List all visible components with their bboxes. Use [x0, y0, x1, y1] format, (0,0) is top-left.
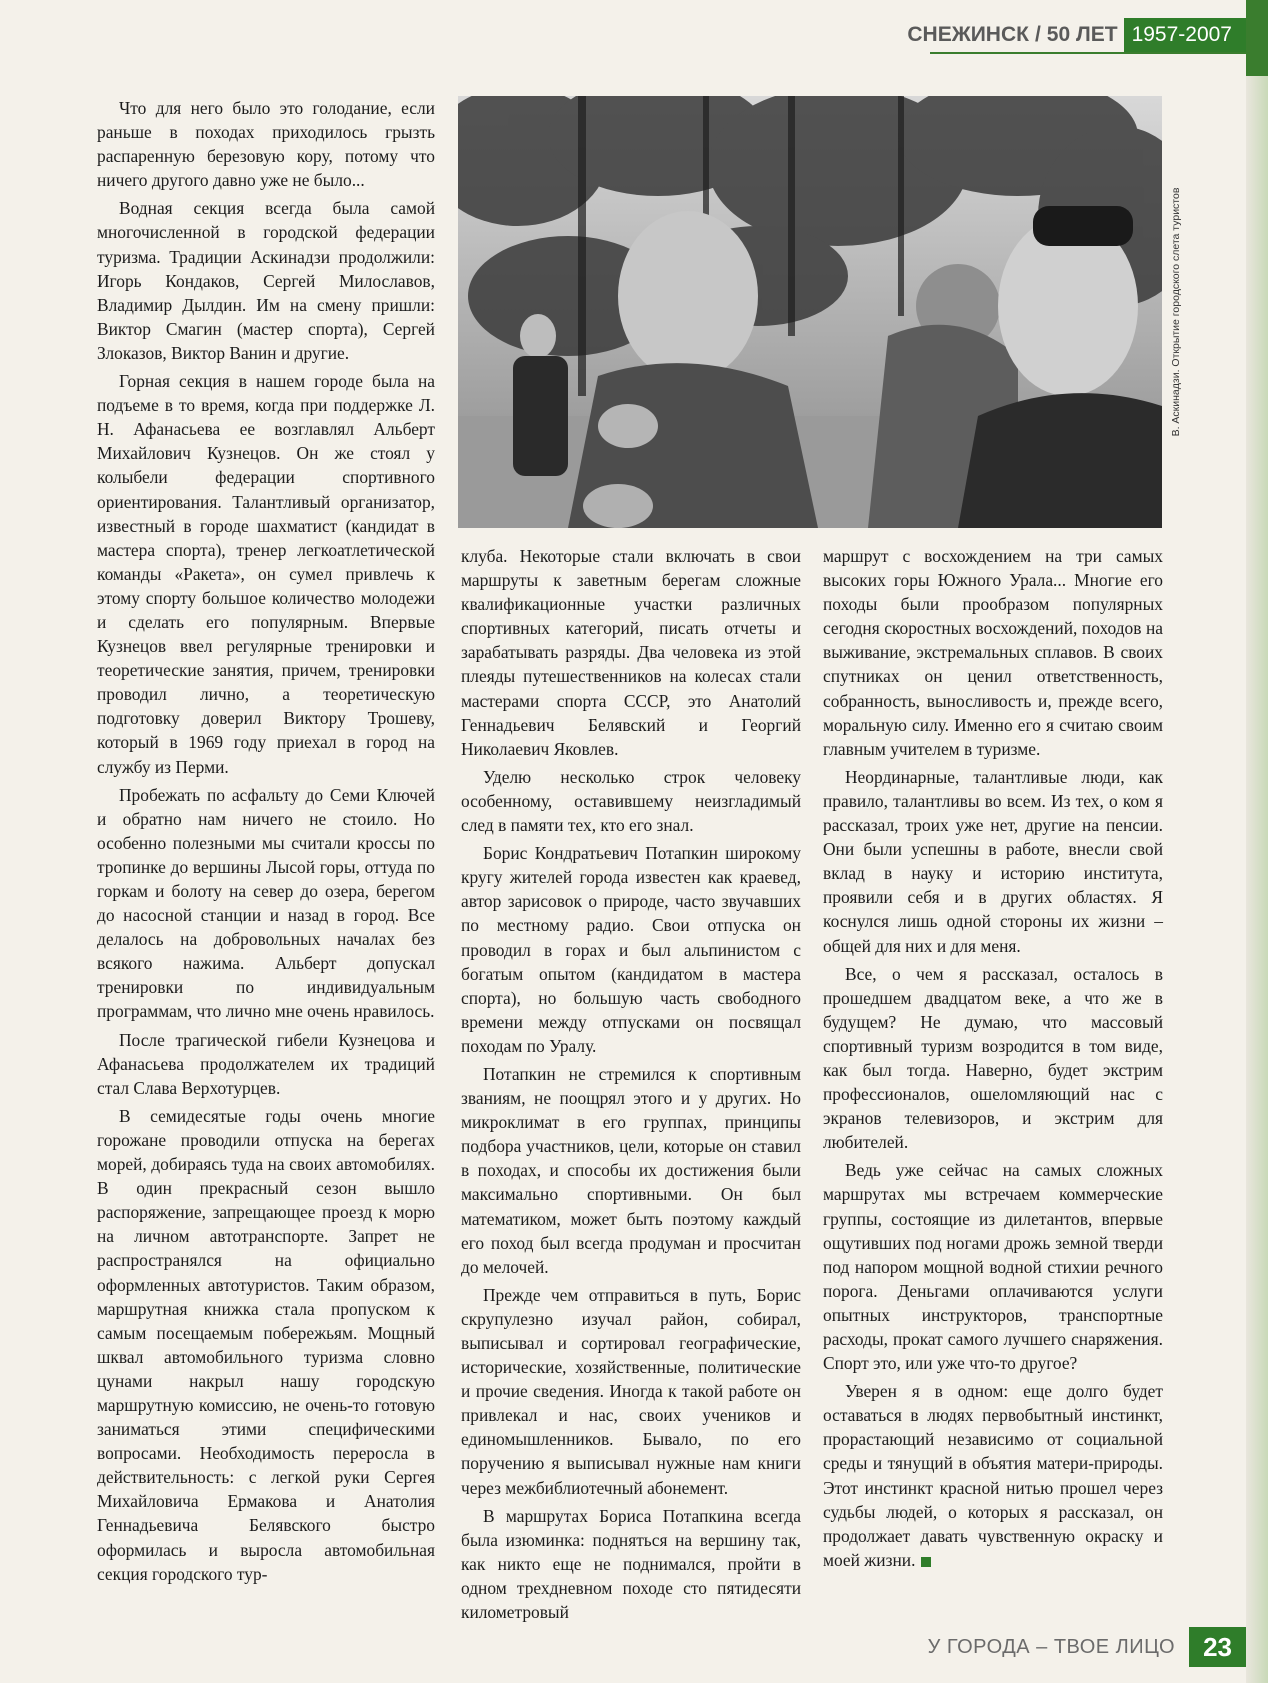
- header-separator: /: [1034, 23, 1041, 46]
- paragraph: Потапкин не стремился к спортивным званиям, не поощрял этого и у других. Но микроклимат в его группах, принципы подбора участников, цели, которые он ставил в походах, и способы их достижения были максимально спортивными. Он был математиком, может быть поэтому каждый его поход был всегда продуман и просчитан до мелочей.: [461, 1063, 801, 1277]
- footer-slogan: У ГОРОДА – ТВОЕ ЛИЦО: [927, 1635, 1176, 1658]
- photo-credit: [1168, 96, 1184, 528]
- header-city: СНЕЖИНСК: [907, 23, 1029, 46]
- paragraph: Горная секция в нашем городе была на подъеме в то время, когда при поддержке Л. Н. Афанасьева ее возглавлял Альберт Михайлович Кузнецов. Он же стоял у колыбели федерации спортивного ориентирования. Талантливый организатор, известный в городе шахматист (кандидат в мастера спорта), тренер легкоатлетической команды «Ракета», он сумел привлечь к этому спорту большое количество молодежи и сделать его популярным. Впервые Кузнецов ввел регулярные тренировки и теоретические занятия, причем, тренировки проводил лично, а теоретическую подготовку доверил Виктору Трошеву, который в 1969 году приехал в город на службу из Перми.: [97, 371, 435, 777]
- last-paragraph: [823, 1379, 1163, 1572]
- paragraph: Водная секция всегда была самой многочисленной в городской федерации туризма. Традиции Аскинадзи продолжили: Игорь Кондаков, Сергей Милославов, Владимир Дылдин. Им на смену пришли: Виктор Смагин (мастер спорта), Сергей Злоказов, Виктор Ванин и другие.: [97, 198, 435, 363]
- running-header: [907, 18, 1246, 52]
- paragraph: В маршрутах Бориса Потапкина всегда была изюминка: подняться на вершину так, как никто еще не поднимался, пройти в одном трехдневном походе сто пятидесяти километровый: [461, 1505, 801, 1623]
- paragraph: Все, о чем я рассказал, осталось в прошедшем двадцатом веке, а что же в будущем? Не думаю, что массовый спортивный туризм возродится в том виде, как был тогда. Наверно, будет экстрим профессионалов, ошеломляющий нас с экранов телевизоров, и экстрим для любителей.: [823, 963, 1163, 1153]
- paragraph: маршрут с восхождением на три самых высоких горы Южного Урала... Многие его походы были прообразом популярных сегодня скоростных восхождений, походов на выживание, экстремальных сплавов. В своих спутниках он ценил ответственность, собранность, выносливость и, прежде всего, моральную силу. Именно его я считаю своим главным учителем в туризме.: [823, 546, 1163, 759]
- page-edge-strip: [1246, 0, 1268, 1683]
- header-years: 50 ЛЕТ: [1046, 23, 1118, 46]
- paragraph: клуба. Некоторые стали включать в свои маршруты к заветным берегам сложные квалификационные участки различных спортивных категорий, писать отчеты и зарабатывать разряды. Два человека из этой плеяды путешественников на колесах стали мастерами спорта СССР, это Анатолий Геннадьевич Белявский и Георгий Николаевич Яковлев.: [461, 546, 801, 759]
- paragraph: Борис Кондратьевич Потапкин широкому кругу жителей города известен как краевед, автор зарисовок о природе, часто звучавших по местному радио. Свои отпуска он проводил в горах и был альпинистом с богатым опытом (кандидатом в мастера спорта), но большую часть свободного времени между отпусками он посвящал походам по Уралу.: [461, 843, 801, 1056]
- paragraph: Прежде чем отправиться в путь, Борис скрупулезно изучал район, собирал, выписывал и сортировал географические, исторические, хозяйственные, политические и прочие сведения. Иногда к такой работе он привлекал и нас, своих учеников и единомышленников. Бывало, по его поручению я выписывал нужные нам книги через межбиблиотечный абонемент.: [461, 1284, 801, 1498]
- text-column-1: [97, 96, 435, 1590]
- paragraph: Ведь уже сейчас на самых сложных маршрутах мы встречаем коммерческие группы, состоящие из дилетантов, впервые ощутивших под ногами дрожь земной тверди под напором мощной водной стихии речного порога. Деньгами оплачиваются услуги опытных инструкторов, транспортные расходы, прокат самого лучшего снаряжения. Спорт это, или уже что-то другое?: [823, 1160, 1163, 1374]
- page-number: 23: [1189, 1627, 1246, 1667]
- paragraph: После трагической гибели Кузнецова и Афанасьева продолжателем их традиций стал Слава Верхотурцев.: [97, 1029, 435, 1098]
- header-rule: [930, 52, 1246, 54]
- text-column-2: [461, 544, 801, 1628]
- article-photo: [458, 96, 1162, 528]
- photo-people-in-forest: [458, 96, 1162, 528]
- paragraph: В семидесятые годы очень многие горожане проводили отпуска на берегах морей, добираясь туда на своих автомобилях. В один прекрасный сезон вышло распоряжение, запрещающее проезд к морю на личном автотранспорте. Запрет не распространялся на официально оформленных автотуристов. Таким образом, маршрутная книжка стала пропуском к самым посещаемым побережьям. Мощный шквал автомобильного туризма словно цунами накрыл нашу городскую маршрутную комиссию, не очень-то готовую заниматься этими специфическими вопросами. Необходимость переросла в действительность: с легкой руки Сергея Михайловича Ермакова и Анатолия Геннадьевича Белявского быстро оформилась и выросла автомобильная секция городского тур-: [97, 1105, 435, 1584]
- paragraph: Пробежать по асфальту до Семи Ключей и обратно нам ничего не стоило. Но особенно полезными мы считали кроссы по тропинке до вершины Лысой горы, оттуда по горкам и болоту на север до озера, берегом до насосной станции и назад в город. Все делалось на добровольных началах без всякого нажима. Альберт допускал тренировки по индивидуальным программам, что лично мне очень нравилось.: [97, 784, 435, 1022]
- running-footer: [928, 1627, 1246, 1667]
- paragraph: Уделю несколько строк человеку особенному, оставившему неизгладимый след в памяти тех, кто его знал.: [461, 766, 801, 836]
- end-of-article-square-icon: [921, 1557, 931, 1567]
- paragraph-text: Уверен я в одном: еще долго будет оставаться в людях первобытный инстинкт, прорастающий независимо от социальной среды и тянущий в объятия матери-природы. Этот инстинкт красной нитью прошел через судьбы людей, о которых я рассказал, он продолжает давать чувственную окраску и моей жизни.: [823, 1381, 1163, 1570]
- photo-credit-text: В. Аскинадзи. Открытие городского слета туристов: [1170, 187, 1182, 437]
- paragraph: Что для него было это голодание, если раньше в походах приходилось грызть распаренную березовую кору, потому что ничего другого давно уже не было...: [97, 98, 435, 191]
- header-dates: 1957-2007: [1124, 18, 1246, 52]
- page-edge-accent: [1246, 0, 1268, 76]
- text-column-3: [823, 544, 1163, 1576]
- paragraph: Неординарные, талантливые люди, как правило, талантливы во всем. Из тех, о ком я рассказал, троих уже нет, другие на пенсии. Они были успешны в работе, внесли свой вклад в науку и историю института, проявили себя и в других областях. Я коснулся лишь одной стороны их жизни – общей для них и для меня.: [823, 766, 1163, 956]
